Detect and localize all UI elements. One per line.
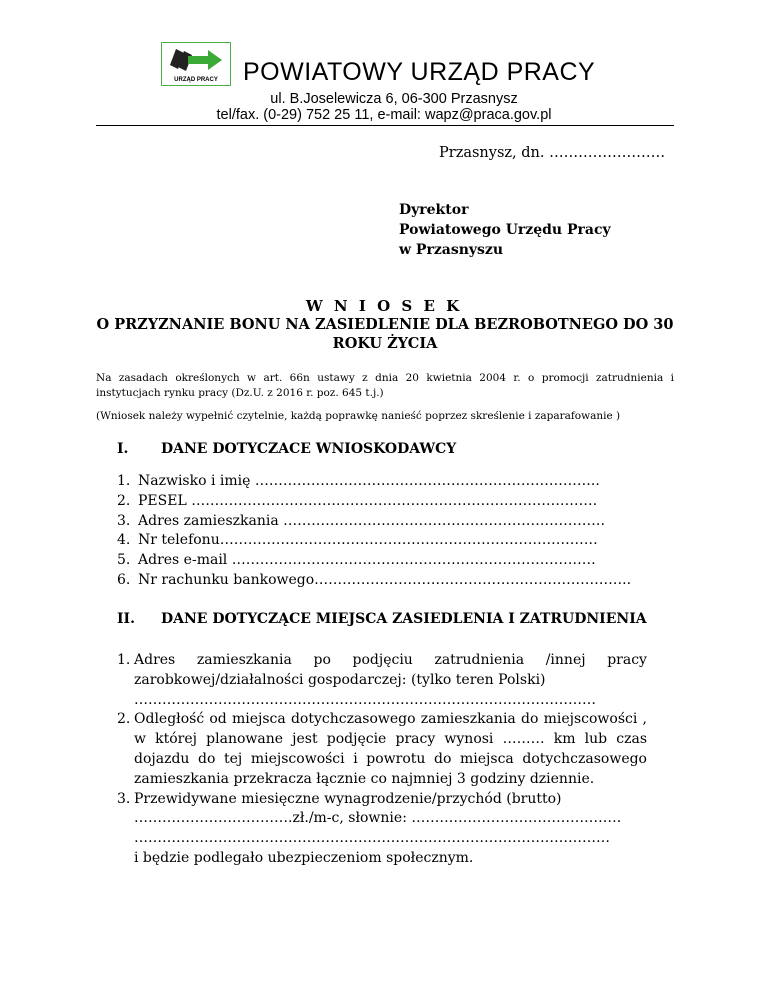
office-contact: tel/fax. (0-29) 752 25 11, e-mail: wapz@praca.gov.pl bbox=[216, 107, 552, 123]
addressee-line: Dyrektor bbox=[399, 202, 469, 218]
section-title: DANE DOTYCZACE WNIOSKODAWCY bbox=[161, 441, 457, 457]
item-number: 4. bbox=[117, 532, 131, 549]
addressee-block bbox=[399, 200, 611, 260]
bank-account-field: Nr rachunku bankowego………………………………………………………….. bbox=[138, 571, 632, 588]
list-item bbox=[117, 790, 647, 869]
list-item bbox=[117, 472, 631, 492]
addressee-line: Powiatowego Urzędu Pracy bbox=[399, 222, 611, 238]
list-item bbox=[117, 571, 631, 591]
list-item bbox=[117, 651, 647, 710]
item-number: 2. bbox=[117, 492, 131, 509]
office-name: POWIATOWY URZĄD PRACY bbox=[243, 58, 596, 86]
document-subtitle: O PRZYZNANIE BONU NA ZASIEDLENIE DLA BEZROBOTNEGO DO 30 ROKU ŻYCIA bbox=[96, 316, 674, 352]
header-divider bbox=[96, 125, 674, 126]
legal-basis: Na zasadach określonych w art. 66n ustawy z dnia 20 kwietnia 2004 r. o promocji zatrudnienia i instytucjach rynku pracy (Dz.U. z 2016 r. poz. 645 t.j.) bbox=[96, 372, 674, 399]
document-title: W N I O S E K bbox=[305, 297, 463, 315]
pesel-field: PESEL …………………………………………………………………………… bbox=[138, 492, 598, 509]
office-logo bbox=[161, 42, 231, 86]
item-number: 3. bbox=[117, 512, 131, 529]
new-address-field: ……………………………………………………………………………………… bbox=[134, 691, 596, 708]
section-number: II. bbox=[117, 611, 135, 627]
phone-field: Nr telefonu……………………………………………………………………… bbox=[138, 532, 598, 549]
item-number: 1. bbox=[117, 473, 131, 489]
item-number: 3. bbox=[117, 790, 131, 807]
insurance-statement: i będzie podlegało ubezpieczeniom społecznym. bbox=[134, 849, 474, 866]
new-address-label-cont: zarobkowej/działalności gospodarczej: (tylko teren Polski) bbox=[134, 671, 546, 688]
salary-field: …………………………….zł./m-c, słownie: ……………………………………… bbox=[134, 810, 622, 827]
section-title: DANE DOTYCZĄCE MIEJSCA ZASIEDLENIA I ZATRUDNIENIA bbox=[161, 611, 647, 627]
fill-instruction: (Wniosek należy wypełnić czytelnie, każdą poprawkę nanieść poprzez skreślenie i zaparafowanie ) bbox=[96, 410, 621, 422]
distance-statement: Odległość od miejsca dotychczasowego zamieszkania do miejscowości , w której planowane jest podjęcie pracy wynosi ……… km lub czas dojazdu do tej miejscowości i powrotu do miejsca dotychczasowego zamieszkania przekracza łącznie co najmniej 3 godziny dziennie. bbox=[134, 711, 647, 787]
applicant-fields bbox=[117, 472, 631, 591]
item-number: 1. bbox=[117, 652, 131, 668]
settlement-fields bbox=[117, 651, 647, 869]
date-line: Przasnysz, dn. …………………… bbox=[439, 145, 666, 161]
item-number: 5. bbox=[117, 552, 131, 569]
logo-caption: URZĄD PRACY bbox=[174, 77, 218, 83]
list-item bbox=[117, 531, 631, 551]
office-address: ul. B.Joselewicza 6, 06-300 Przasnysz bbox=[270, 91, 518, 107]
addressee-line: w Przasnyszu bbox=[399, 242, 504, 258]
address-field: Adres zamieszkania …………………………………………………………… bbox=[138, 512, 606, 529]
new-address-label: Adres zamieszkania po podjęciu zatrudnienia /innej pracy bbox=[134, 652, 647, 668]
list-item bbox=[117, 512, 631, 532]
item-number: 2. bbox=[117, 711, 131, 728]
list-item bbox=[117, 551, 631, 571]
salary-words-field: ………………………………………………………………………………………… bbox=[134, 830, 610, 847]
logo-arrow-icon bbox=[162, 43, 230, 75]
list-item bbox=[117, 710, 647, 789]
item-number: 6. bbox=[117, 571, 131, 588]
list-item bbox=[117, 492, 631, 512]
section-number: I. bbox=[117, 441, 129, 457]
applicant-name-field: Nazwisko i imię ……………………………………………………………….. bbox=[138, 473, 600, 489]
email-field: Adres e-mail …………………………………………………………………… bbox=[138, 552, 596, 569]
salary-label: Przewidywane miesięczne wynagrodzenie/przychód (brutto) bbox=[134, 790, 562, 807]
